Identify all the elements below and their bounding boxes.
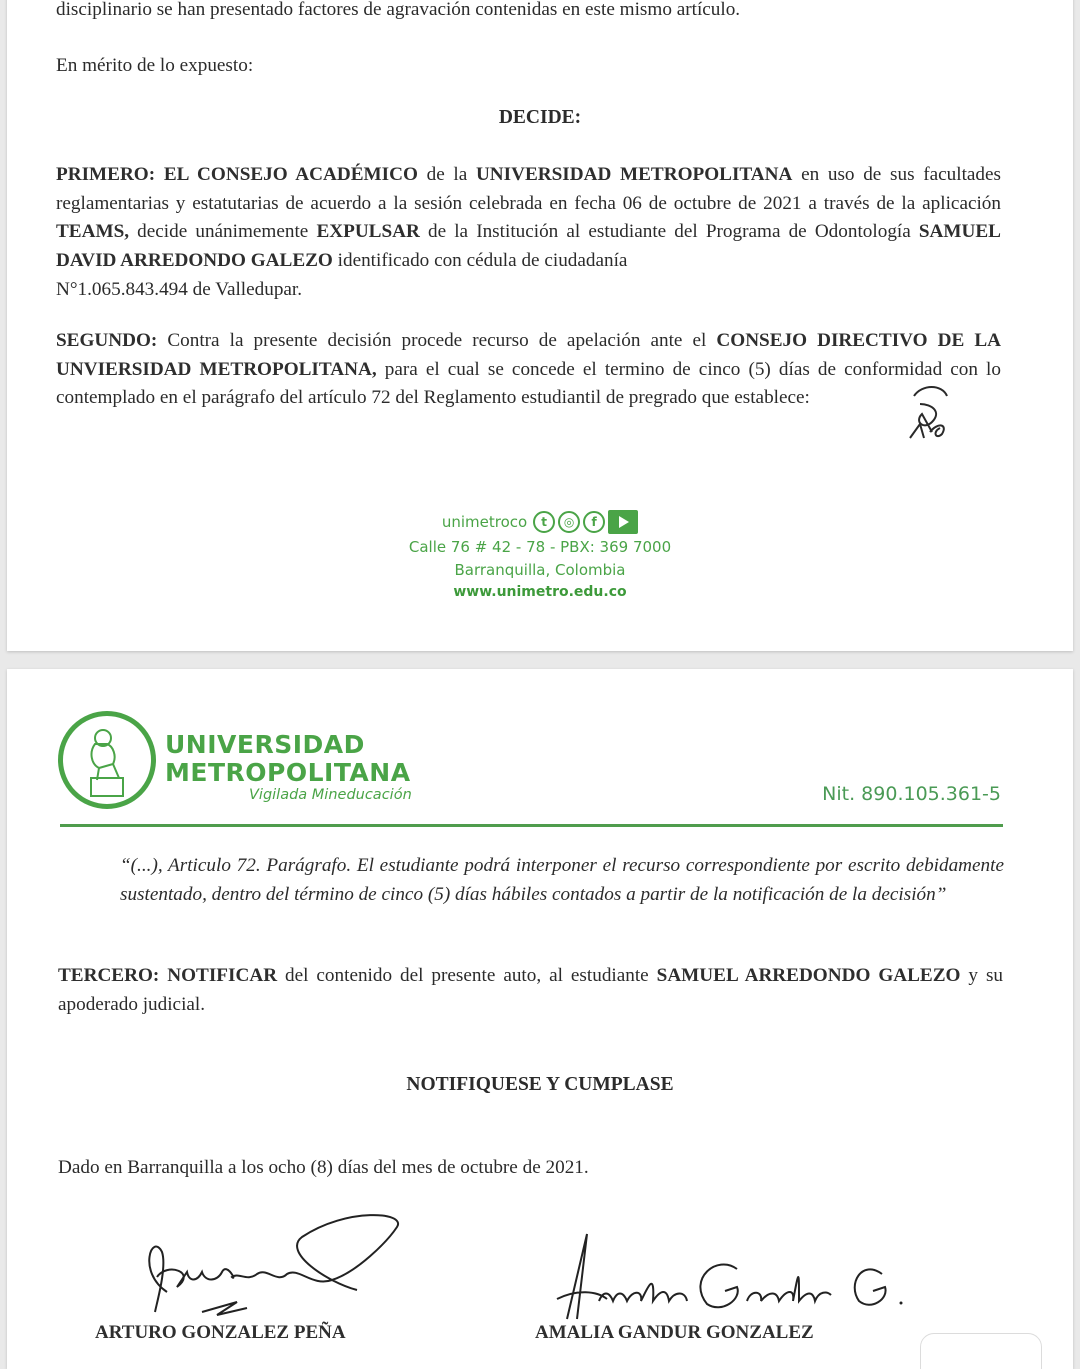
instagram-icon[interactable]: ◎ (558, 511, 580, 533)
merito-text: En mérito de lo expuesto: (56, 55, 254, 76)
articulo-quote: “(...), Articulo 72. Parágrafo. El estudiante podrá interponer el recurso correspondiente por escrito debidamente sustentado, dentro del término de cinco (5) días hábiles contados a partir de la notificación de la decisión” (120, 855, 1004, 905)
universidad-name: UNIVERSIDAD METROPOLITANA (475, 164, 793, 185)
social-handle: unimetroco (441, 513, 528, 531)
page-footer (7, 508, 1073, 602)
cedula-line: N°1.065.843.494 de Valledupar. (56, 279, 303, 300)
text-run: en uso de sus facultades reglamentarias y estatutarias de acuerdo a la sesión celebrada en fecha 06 de octubre de 2021 a través de la aplicación (56, 164, 1001, 214)
decide-heading: DECIDE: (498, 107, 582, 128)
tercero-paragraph (58, 962, 1003, 1019)
signatory-name-1: ARTURO GONZALEZ PEÑA (95, 1322, 346, 1343)
intro-paragraph: disciplinario se han presentado factores de agravación contenidas en este mismo artículo. (56, 0, 741, 20)
notificar-text: NOTIFICAR (167, 965, 278, 986)
footer-website-link[interactable]: www.unimetro.edu.co (453, 584, 627, 600)
dado-text: Dado en Barranquilla a los ocho (8) días del mes de octubre de 2021. (58, 1157, 589, 1178)
header-divider (60, 824, 1003, 827)
footer-address: Calle 76 # 42 - 78 - PBX: 369 7000 (408, 538, 672, 556)
teams-text: TEAMS, (56, 221, 130, 243)
expulsar-text: EXPULSAR (316, 221, 420, 243)
notifiquese-heading: NOTIFIQUESE Y CUMPLASE (406, 1074, 674, 1095)
brand-line-2: METROPOLITANA (165, 758, 411, 787)
signature-gandur (537, 1229, 927, 1329)
footer-city: Barranquilla, Colombia (454, 561, 626, 579)
document-page-1 (7, 0, 1073, 651)
primero-paragraph (56, 161, 1001, 275)
text-run: identificado con cédula de ciudadanía (332, 249, 628, 271)
signatory-name-2: AMALIA GANDUR GONZALEZ (535, 1322, 814, 1343)
twitter-icon[interactable]: t (533, 511, 555, 533)
nit-number: Nit. 890.105.361-5 (822, 783, 1001, 805)
text-run: de la (417, 164, 476, 185)
consejo-directivo: CONSEJO DIRECTIVO DE LA UNVIERSIDAD METROPOLITANA, (56, 330, 1001, 380)
university-logo (58, 711, 156, 809)
primero-label: PRIMERO: (56, 164, 156, 185)
vigilada-text: Vigilada Mineducación (249, 787, 412, 803)
document-page-2 (7, 669, 1073, 1369)
segundo-label: SEGUNDO: (56, 330, 158, 351)
text-run: Contra la presente decisión procede recurso de apelación ante el (157, 330, 717, 351)
student-name: SAMUEL ARREDONDO GALEZO (656, 965, 961, 986)
text-run: de la Institución al estudiante del Programa de Odontología (419, 221, 919, 243)
signature-gonzalez (127, 1212, 417, 1327)
overlay-button[interactable] (920, 1333, 1042, 1369)
text-run: y su apoderado judicial. (58, 965, 1004, 1015)
segundo-paragraph (56, 327, 1001, 413)
student-name: SAMUEL DAVID ARREDONDO GALEZO (56, 221, 1001, 271)
text-run: para el cual se concede el termino de cinco (5) días de conformidad con lo contemplado en el parágrafo del artículo 72 del Reglamento estudiantil de pregrado que establece: (56, 358, 1001, 409)
facebook-icon[interactable]: f (583, 511, 605, 533)
tercero-label: TERCERO: (58, 965, 160, 986)
text-run: del contenido del presente auto, al estudiante (277, 965, 657, 986)
text-run: decide unánimemente (129, 221, 317, 243)
university-brand (165, 731, 411, 787)
consejo-academico: EL CONSEJO ACADÉMICO (163, 164, 418, 185)
youtube-icon[interactable] (608, 510, 638, 534)
initials-signature (902, 382, 962, 452)
brand-line-1: UNIVERSIDAD (165, 730, 365, 759)
thinker-statue-icon (63, 716, 151, 804)
social-links (7, 508, 1073, 536)
